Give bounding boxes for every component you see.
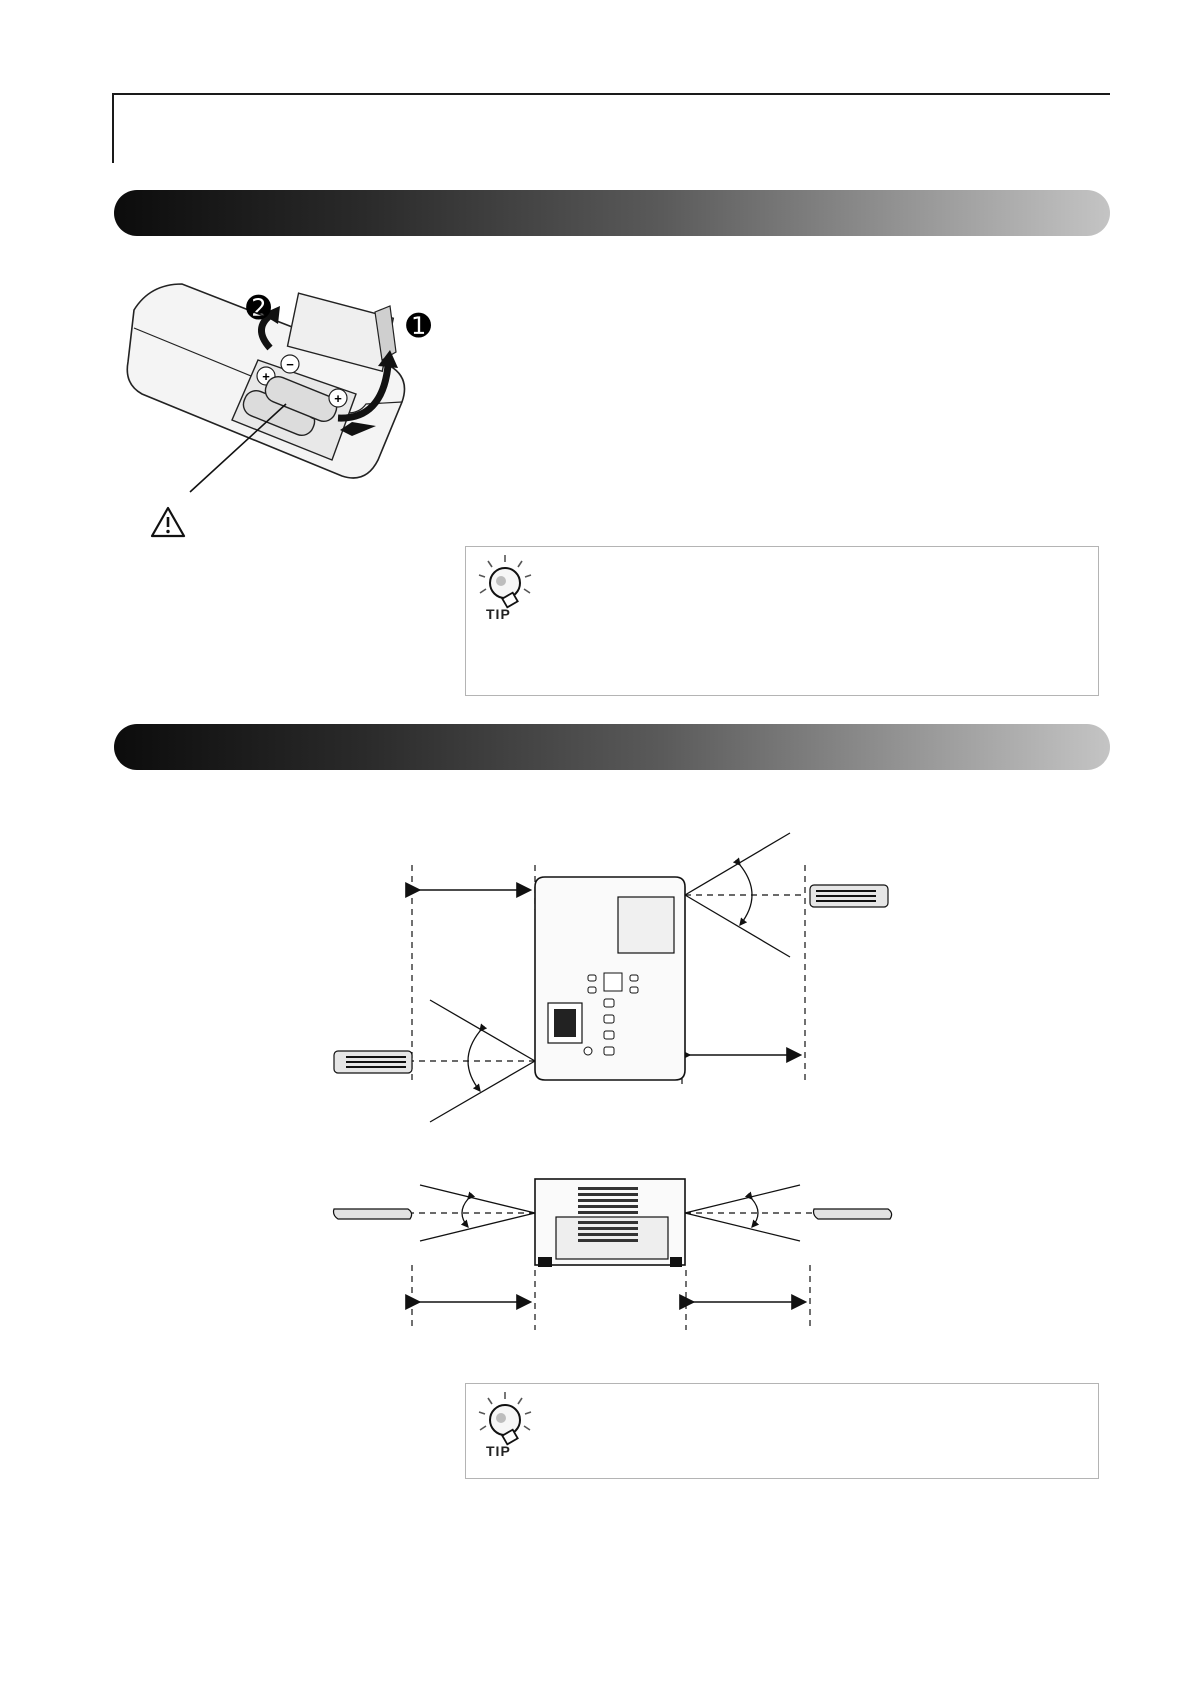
remote-icon-left <box>334 1051 412 1073</box>
projector-side <box>535 1179 685 1267</box>
tip-box-batteries <box>465 546 1099 696</box>
remote-side-left <box>334 1209 412 1219</box>
tip-label: TIP <box>486 606 511 622</box>
operating-range-top-view <box>320 825 920 1125</box>
header-rule <box>112 93 1110 95</box>
section-heading-bar-batteries <box>114 190 1110 236</box>
step-2-marker: ➋ <box>246 292 272 325</box>
plus-symbol: + <box>262 369 270 384</box>
plus-symbol: + <box>334 391 342 406</box>
minus-symbol: − <box>286 357 294 372</box>
operating-range-side-view <box>320 1165 920 1335</box>
section-heading-bar-operating-range <box>114 724 1110 770</box>
projector-top <box>535 877 685 1080</box>
remote-side-right <box>814 1209 892 1219</box>
tip-label: TIP <box>486 1443 511 1459</box>
step-1-marker: ➊ <box>406 310 432 343</box>
warning-triangle-icon <box>150 506 186 538</box>
header-rule-vertical <box>112 93 114 163</box>
tip-box-operating-range <box>465 1383 1099 1479</box>
remote-icon-right <box>810 885 888 907</box>
